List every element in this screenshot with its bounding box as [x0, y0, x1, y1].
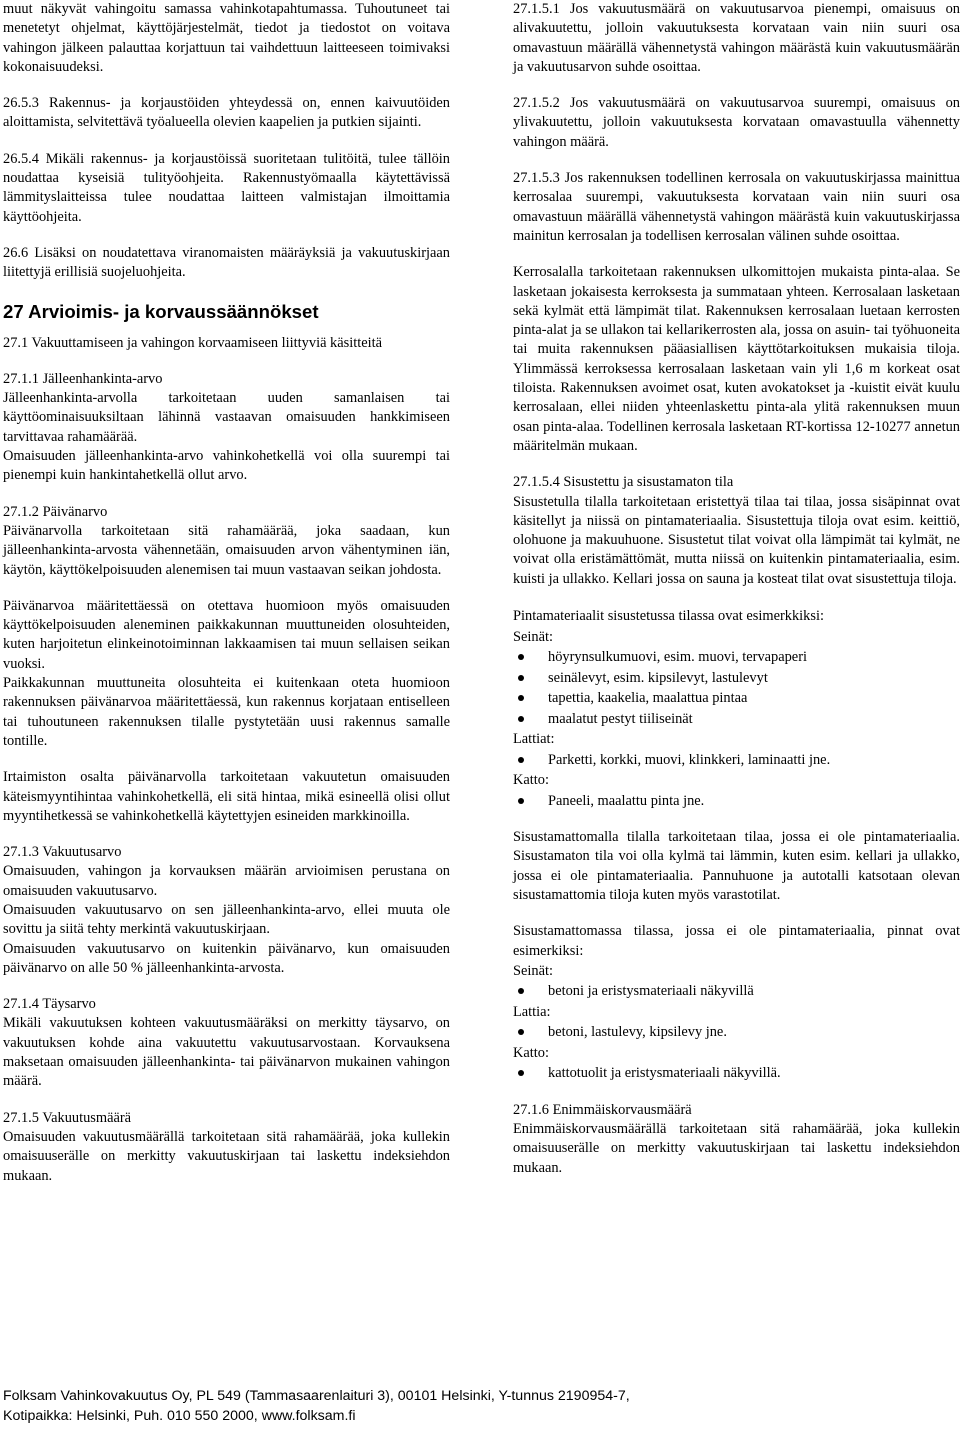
bullet-icon	[518, 654, 524, 660]
label-floors: Lattiat:	[513, 731, 555, 748]
section-heading-27: 27 Arvioimis- ja korvaussäännökset	[3, 300, 319, 322]
bullet-icon	[518, 1029, 524, 1035]
label-ceiling: Katto:	[513, 772, 549, 789]
paragraph-27-1-2-c: Paikkakunnan muuttuneita olosuhteita ei kuitenkaan oteta huomioon rakennuksen päivänarvoa määritettäessä, kun rakennus korjataan entiselleen tai tuhoutuneen rakennuksen tilalle pystytetään uusi rakennus samalle tontille.	[3, 675, 450, 749]
paragraph-27-1-2-b: Päivänarvoa määritettäessä on otettava huomioon myös omaisuuden käyttökelpoisuuden aleneminen paikkakunnan muuttuneiden olosuhteiden, kuten harjoitetun elinkeinotoiminnan lakkaamisen tai muun sellaisen seikan vuoksi.	[3, 597, 450, 672]
list-item: Paneeli, maalattu pinta jne.	[513, 791, 960, 812]
paragraph-27-1-6: Enimmäiskorvausmäärällä tarkoitetaan sitä rahamäärää, joka kullekin omaisuuserälle on merkitty vakuutuskirjaan tai laskettu indeksiehdon mukaan.	[513, 1121, 960, 1176]
bullet-icon	[518, 695, 524, 701]
label-walls: Seinät:	[513, 628, 553, 645]
paragraph-27-1-4: Mikäli vakuutuksen kohteen vakuutusmääräksi on merkitty täysarvo, on vakuutuksen kohde aina vakuutettu vakuutusarvostaan. Korvauksena maksetaan omaisuuden jälleenhankinta- tai päivänarvon mukainen vahingon määrä.	[3, 1015, 450, 1090]
left-column	[3, 0, 450, 1203]
bullet-icon	[518, 675, 524, 681]
right-column	[513, 0, 960, 1195]
paragraph-intro: muut näkyvät vahingoitu samassa vahinkotapahtumassa. Tuhoutuneet tai menetetyt ohjelmat, käyttöjärjestelmät, tiedot ja tiedostot on voitava vahingon jälkeen palauttaa korjattuun tai vaihdettuun laitteeseen toimivaksi kokonaisuudeksi.	[3, 1, 450, 75]
walls-list	[513, 647, 960, 729]
paragraph-27-1-1-b: Omaisuuden jälleenhankinta-arvo vahinkohetkellä voi olla suurempi tai pienempi kuin hankintahetkellä ollut arvo.	[3, 448, 450, 484]
paragraph-27-1-5-2: 27.1.5.2 Jos vakuutusmäärä on vakuutusarvoa suurempi, omaisuus on ylivakuutettu, jolloin vakuutuksesta korvataan omavastuulla vähennetty vahingon määrä.	[513, 95, 960, 150]
paragraph-27-1-2-a: Päivänarvolla tarkoitetaan sitä rahamäärää, joka saadaan, kun jälleenhankinta-arvosta vähennetään, omaisuuden arvon vähentyminen iän, käytön, käyttökelpoisuuden alenemisen tai muun vastaavan seikan johdosta.	[3, 522, 450, 578]
bullet-icon	[518, 1070, 524, 1076]
subheading-27-1-4: 27.1.4 Täysarvo	[3, 996, 96, 1013]
unfinished-surfaces-intro: Sisustamattomassa tilassa, jossa ei ole pintamateriaalia, pinnat ovat esimerkiksi:	[513, 923, 960, 959]
bullet-icon	[518, 757, 524, 763]
paragraph-27-1-1-a: Jälleenhankinta-arvolla tarkoitetaan uuden samanlaisen tai käyttöominaisuuksiltaan lähinnä vastaavan omaisuuden hankkimiseen tarvittavaa rahamäärää.	[3, 390, 450, 445]
floor-list-2	[513, 1022, 960, 1043]
ceiling-list	[513, 791, 960, 812]
surface-materials-block	[513, 606, 960, 811]
paragraph-26-5-4: 26.5.4 Mikäli rakennus- ja korjaustöissä suoritetaan tulitöitä, tulee tällöin noudattaa kyseisiä tulityöohjeita. Rakennustyömaalla käytettävissä lämmityslaitteissa tulee noudattaa laitteen valmistajan ilmoittamia käyttöohjeita.	[3, 150, 450, 225]
ceiling-list-2	[513, 1063, 960, 1084]
paragraph-27-1-3-b: Omaisuuden vakuutusarvo on sen jälleenhankinta-arvo, ellei muuta ole sovittu ja siitä tehty merkintä vakuutuskirjaan.	[3, 901, 450, 938]
walls-list-2	[513, 981, 960, 1002]
subheading-27-1-3: 27.1.3 Vakuutusarvo	[3, 844, 122, 861]
list-item: betoni ja eristysmateriaali näkyvillä	[513, 981, 960, 1002]
paragraph-27-1-5: Omaisuuden vakuutusmäärällä tarkoitetaan sitä rahamäärää, joka kullekin omaisuuserälle on merkitty vakuutuskirjaan tai laskettu indeksiehdon mukaan.	[3, 1128, 450, 1184]
bullet-icon	[518, 716, 524, 722]
subheading-27-1-6: 27.1.6 Enimmäiskorvausmäärä	[513, 1101, 692, 1118]
paragraph-27-1: 27.1 Vakuuttamiseen ja vahingon korvaamiseen liittyviä käsitteitä	[3, 334, 382, 351]
list-item: kattotuolit ja eristysmateriaali näkyvillä.	[513, 1063, 960, 1084]
label-walls-2: Seinät:	[513, 962, 553, 979]
floors-list	[513, 750, 960, 771]
list-item: seinälevyt, esim. kipsilevyt, lastulevyt	[513, 668, 960, 689]
paragraph-27-1-5-4-a: Sisustetulla tilalla tarkoitetaan eristettyä tilaa tai tilaa, jossa sisäpinnat ovat käsitellyt ja niissä on pintamateriaalia. Sisustettuja tiloja ovat esim. keittiö, olohuone ja makuuhuone. Sisustetut tilat voivat olla lämpimät tai kylmät, ne voivat olla eristämättömät, mutta niissä on kuitenkin pintamateriaalia, esim. kuisti ja ullakko. Kellari jossa on sauna ja kosteat tilat ovat sisustettuja tiloja.	[513, 493, 960, 587]
paragraph-sisustamaton: Sisustamattomalla tilalla tarkoitetaan tilaa, jossa ei ole pintamateriaalia. Sisustamaton tila voi olla kylmä tai lämmin, kuten esim. kellari ja ullakko, jossa ei ole pintamateriaalia. Pannuhuone ja autotalli katsotaan olevan sisustamattomia tiloja kuten myös varastotilat.	[513, 829, 960, 903]
paragraph-27-1-2-d: Irtaimiston osalta päivänarvolla tarkoitetaan vakuutetun omaisuuden käteismyyntihintaa vahinkohetkellä, eli sitä hintaa, mikä esineellä olisi ollut myyntihetkessä se vahinkohetkellä käytettyjen esineiden markkinoilla.	[3, 769, 450, 824]
bullet-icon	[518, 988, 524, 994]
list-item: tapettia, kaakelia, maalattua pintaa	[513, 688, 960, 709]
list-item: Parketti, korkki, muovi, klinkkeri, laminaatti jne.	[513, 750, 960, 771]
surface-materials-intro: Pintamateriaalit sisustetussa tilassa ovat esimerkkiksi:	[513, 608, 824, 625]
list-item: betoni, lastulevy, kipsilevy jne.	[513, 1022, 960, 1043]
label-floor-2: Lattia:	[513, 1003, 551, 1020]
subheading-27-1-2: 27.1.2 Päivänarvo	[3, 503, 108, 520]
paragraph-27-1-3-a: Omaisuuden, vahingon ja korvauksen määrän arvioimisen perustana on omaisuuden vakuutusarvo.	[3, 863, 450, 899]
footer-line-1: Folksam Vahinkovakuutus Oy, PL 549 (Tammasaarenlaituri 3), 00101 Helsinki, Y-tunnus 2190954-7,	[3, 1388, 630, 1404]
paragraph-27-1-5-3: 27.1.5.3 Jos rakennuksen todellinen kerrosala on vakuutuskirjassa mainittua kerrosalaa suurempi, vakuutuksesta korvataan vain niin suuri osa omavastuun määrällä vähennetystä vahingon määrästä kuin vakuutuskirjassa mainitun kerrosalan ja todellisen kerrosalan välinen suhde osoittaa.	[513, 170, 960, 244]
list-item: höyrynsulkumuovi, esim. muovi, tervapaperi	[513, 647, 960, 668]
paragraph-27-1-3-c: Omaisuuden vakuutusarvo on kuitenkin päivänarvo, kun omaisuuden päivänarvo on alle 50 % jälleenhankinta-arvosta.	[3, 940, 450, 976]
subheading-27-1-5: 27.1.5 Vakuutusmäärä	[3, 1109, 132, 1126]
paragraph-26-6: 26.6 Lisäksi on noudatettava viranomaisten määräyksiä ja vakuutuskirjaan liitettyjä erillisiä suojeluohjeita.	[3, 244, 450, 281]
bullet-icon	[518, 798, 524, 804]
unfinished-surfaces-block	[513, 922, 960, 1084]
page-footer	[3, 1386, 953, 1426]
subheading-27-1-5-4: 27.1.5.4 Sisustettu ja sisustamaton tila	[513, 474, 734, 491]
subheading-27-1-1: 27.1.1 Jälleenhankinta-arvo	[3, 370, 163, 387]
paragraph-kerrosala: Kerrosalalla tarkoitetaan rakennuksen ulkomittojen mukaista pinta-alaa. Se lasketaan jokaisesta kerroksesta ja summataan yhteen. Kerrosalaan lasketaan sekä kylmät että lämpimät tilat. Rakennuksen kerrosalaan luetaan kerrosten pinta-alat ja se ullakon tai kellarikerrosten ala, jossa on asuin- tai työhuoneita tai muita rakennuksen pääasiallisen käyttötarkoituksen mukaisia tiloja. Ylimmässä kerroksessa kerrosalaan lasketaan vain yli 1,6 m korkeat osat tiloista. Rakennuksen avoimet osat, kuten avokatokset ja -kuistit eivät kuulu kerrosalaan, ellei niiden yhteenlaskettu pinta-ala ylitä rakennuksen muun osan pinta-alaa. Todellinen kerrosala lasketaan RT-kortissa 12-10277 annetun määritelmän mukaan.	[513, 264, 960, 454]
paragraph-27-1-5-1: 27.1.5.1 Jos vakuutusmäärä on vakuutusarvoa pienempi, omaisuus on alivakuutettu, jolloin vakuutuksesta korvataan vain niin suuri osa omavastuun määrällä vähennetystä vahingon määrästä kuin vakuutusmäärän ja vakuutusarvon suhde osoittaa.	[513, 1, 960, 75]
list-item: maalatut pestyt tiiliseinät	[513, 709, 960, 730]
footer-line-2: Kotipaikka: Helsinki, Puh. 010 550 2000, www.folksam.fi	[3, 1408, 356, 1424]
label-ceiling-2: Katto:	[513, 1044, 549, 1061]
paragraph-26-5-3: 26.5.3 Rakennus- ja korjaustöiden yhteydessä on, ennen kaivuutöiden aloittamista, selvitettävä työalueella olevien kaapelien ja putkien sijainti.	[3, 95, 450, 131]
